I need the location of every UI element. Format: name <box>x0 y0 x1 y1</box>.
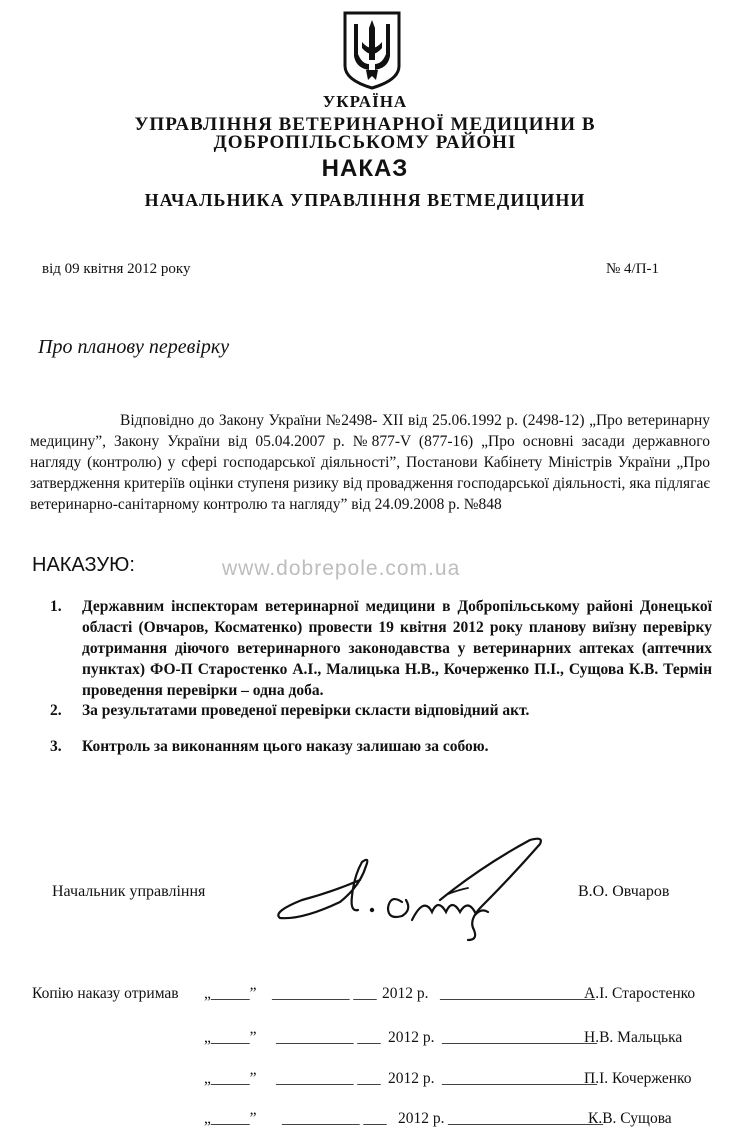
document-subject: Про планову перевірку <box>38 336 230 358</box>
copy-signature-blank: ____________________ <box>440 985 595 1002</box>
copy-day-blank: „_____” <box>204 985 257 1002</box>
copy-year: 2012 р. <box>382 985 429 1002</box>
order-item-text: Державним інспекторам ветеринарної медицини в Добропільському районі Донецької області (Овчаров, Косматенко) провести 19 квітня 2012 року планову виїзну перевірку дотримання діючого ветеринарного законодавства у ветеринарних аптеках (аптечних пунктах) ФО-П Старостенко А.І., Малицька Н.В., Кочерженко П.І., Сущова К.В. Термін проведення перевірки – одна доба. <box>82 598 712 699</box>
order-item-number: 1. <box>50 598 62 615</box>
document-subtitle: НАЧАЛЬНИКА УПРАВЛІННЯ ВЕТМЕДИЦИНИ <box>144 190 586 210</box>
document-number: № 4/П-1 <box>606 261 660 277</box>
copy-month-blank: __________ ___ <box>272 985 377 1002</box>
handwritten-signature-icon <box>262 836 562 946</box>
order-items-list <box>44 596 712 757</box>
organization-heading-line2: ДОБРОПІЛЬСЬКОМУ РАЙОНІ <box>213 132 517 153</box>
copy-day-blank: „_____” <box>204 1110 257 1127</box>
copy-receipt-row <box>0 1029 730 1051</box>
order-item <box>44 596 712 700</box>
copy-recipient-name: П.І. Кочерженко <box>584 1070 692 1087</box>
country-heading: УКРАЇНА <box>322 92 408 111</box>
signatory-title: Начальник управління <box>52 883 206 900</box>
copy-receipt-row <box>0 985 730 1007</box>
copy-day-blank: „_____” <box>204 1070 257 1087</box>
order-item-text: За результатами проведеної перевірки скласти відповідний акт. <box>82 702 530 719</box>
copy-signature-blank: ____________________ <box>448 1110 603 1127</box>
copy-signature-blank: ____________________ <box>442 1029 597 1046</box>
signatory-name: В.О. Овчаров <box>578 883 670 900</box>
copy-day-blank: „_____” <box>204 1029 257 1046</box>
preamble-paragraph: Відповідно до Закону України №2498- XII від 25.06.1992 р. (2498-12) „Про ветеринарну медицину”, Закону України від 05.04.2007 р. №877-V (877-16) „Про основні засади державного нагляду (контролю) у сфері господарської діяльності”, Постанови Кабінету Міністрів України „Про затвердження критеріїв оцінки ступеня ризику від провадження господарської діяльності, яка підлягає ветеринарно-санітарному контролю та нагляду” від 24.09.2008 р. №848 <box>30 412 710 513</box>
copy-year: 2012 р. <box>388 1070 435 1087</box>
organization-heading-line1: УПРАВЛІННЯ ВЕТЕРИНАРНОЇ МЕДИЦИНИ В <box>134 114 596 135</box>
order-item-text: Контроль за виконанням цього наказу залишаю за собою. <box>82 738 489 755</box>
order-item <box>44 736 712 757</box>
copy-signature-blank: ____________________ <box>442 1070 597 1087</box>
trident-emblem-icon <box>342 10 402 90</box>
copy-recipient-name: Н.В. Мальцька <box>584 1029 683 1046</box>
order-item-number: 2. <box>50 702 62 719</box>
order-item <box>44 700 712 736</box>
document-date: від 09 квітня 2012 року <box>42 261 191 277</box>
copy-recipient-name: К.В. Сущова <box>588 1110 672 1127</box>
copy-receipt-label: Копію наказу отримав <box>32 985 179 1002</box>
copy-month-blank: __________ ___ <box>276 1029 381 1046</box>
website-watermark: www.dobrepole.com.ua <box>222 557 461 580</box>
copy-month-blank: __________ ___ <box>276 1070 381 1087</box>
document-type-title: НАКАЗ <box>321 155 409 182</box>
order-heading: НАКАЗУЮ: <box>32 554 135 576</box>
copy-recipient-name: А.І. Старостенко <box>584 985 696 1002</box>
copy-month-blank: __________ ___ <box>282 1110 387 1127</box>
copy-receipt-row <box>0 1070 730 1092</box>
copy-receipt-row <box>0 1110 730 1132</box>
order-item-number: 3. <box>50 738 62 755</box>
copy-year: 2012 р. <box>398 1110 445 1127</box>
copy-year: 2012 р. <box>388 1029 435 1046</box>
